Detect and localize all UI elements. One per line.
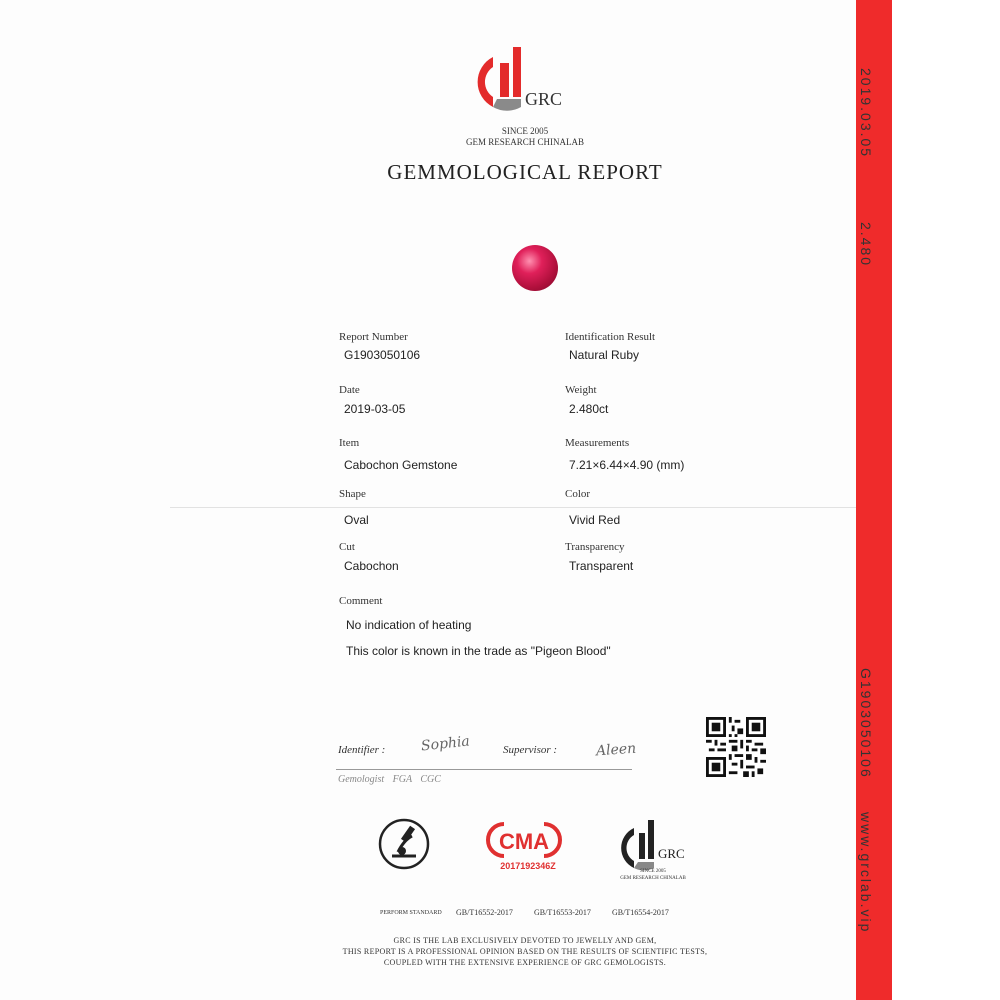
item-label: Item — [339, 437, 360, 449]
gemologist-credentials: Gemologist FGA CGC — [338, 774, 441, 785]
small-lab-name: GEM RESEARCH CHINALAB — [620, 876, 686, 881]
since-text — [430, 126, 620, 148]
footer-disclaimer — [300, 935, 750, 968]
identification-label: Identification Result — [565, 331, 656, 343]
report-title: GEMMOLOGICAL REPORT — [387, 160, 663, 184]
report-number-label: Report Number — [339, 331, 408, 343]
standard-item-1: GB/T16552-2017 — [456, 908, 513, 917]
shape-label: Shape — [339, 488, 366, 500]
weight-value: 2.480ct — [569, 402, 609, 416]
color-value: Vivid Red — [569, 513, 621, 527]
standard-item-3: GB/T16554-2017 — [612, 908, 669, 917]
identifier-signature: Sophia — [420, 733, 471, 755]
comment-line-2: This color is known in the trade as "Pigeon Blood" — [346, 644, 611, 658]
cma-number: 2017192346Z — [500, 861, 556, 871]
date-value: 2019-03-05 — [344, 402, 406, 416]
footer-line-3: COUPLED WITH THE EXTENSIVE EXPERIENCE OF GRC GEMOLOGISTS. — [383, 958, 667, 967]
svg-text:GRC: GRC — [525, 89, 563, 109]
signature-line — [336, 769, 632, 770]
color-label: Color — [565, 488, 591, 500]
small-since-text — [618, 868, 688, 882]
footer-line-1: GRC IS THE LAB EXCLUSIVELY DEVOTED TO JEWELLY AND GEM, — [393, 936, 657, 945]
svg-text:GRC: GRC — [658, 846, 685, 861]
strip-website: www.grclab.vip — [858, 812, 874, 934]
weight-label: Weight — [565, 384, 597, 396]
svg-text:CMA: CMA — [498, 829, 550, 854]
standard-item-2: GB/T16553-2017 — [534, 908, 591, 917]
report-number-value: G1903050106 — [344, 348, 421, 362]
cut-value: Cabochon — [344, 559, 399, 573]
lab-name: GEM RESEARCH CHINALAB — [465, 137, 584, 147]
identifier-label: Identifier : — [338, 744, 386, 756]
footer-line-2: THIS REPORT IS A PROFESSIONAL OPINION BASED ON THE RESULTS OF SCIENTIFIC TESTS, — [342, 947, 708, 956]
small-since-year: SINCE 2005 — [640, 869, 666, 874]
transparency-label: Transparency — [565, 541, 625, 553]
measurements-value: 7.21×6.44×4.90 (mm) — [569, 458, 685, 472]
standards-label: PERFORM STANDARD — [380, 910, 442, 916]
supervisor-label: Supervisor : — [503, 744, 558, 756]
strip-weight: 2.480 — [858, 222, 874, 268]
supervisor-signature: Aleen — [595, 740, 637, 760]
cut-label: Cut — [339, 541, 355, 553]
identification-value: Natural Ruby — [569, 348, 640, 362]
item-value: Cabochon Gemstone — [344, 458, 458, 472]
strip-report-number: G1903050106 — [858, 668, 874, 779]
date-label: Date — [339, 384, 360, 396]
shape-value: Oval — [344, 513, 369, 527]
strip-date: 2019.03.05 — [858, 68, 874, 159]
comment-label: Comment — [339, 595, 383, 607]
right-margin — [892, 0, 1000, 1000]
fold-crease — [170, 507, 860, 508]
measurements-label: Measurements — [565, 437, 630, 449]
qr-code-icon — [706, 717, 766, 777]
transparency-value: Transparent — [569, 559, 634, 573]
ruby-gem-image — [512, 245, 558, 291]
cma-mark-icon — [486, 820, 562, 860]
grc-logo — [473, 45, 563, 120]
comment-line-1: No indication of heating — [346, 618, 472, 632]
microscope-seal-icon — [378, 818, 430, 870]
since-year: SINCE 2005 — [501, 126, 549, 136]
